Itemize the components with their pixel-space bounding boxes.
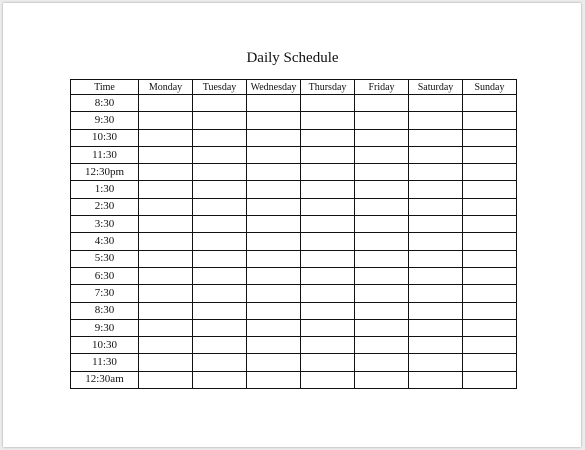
table-row [71, 198, 517, 215]
schedule-cell [301, 233, 355, 250]
schedule-cell [247, 285, 301, 302]
schedule-cell [355, 95, 409, 112]
schedule-cell [355, 250, 409, 267]
schedule-cell [409, 146, 463, 163]
schedule-cell [301, 216, 355, 233]
schedule-cell [301, 164, 355, 181]
schedule-cell [463, 181, 517, 198]
schedule-cell [139, 250, 193, 267]
time-cell: 6:30 [71, 267, 139, 284]
schedule-cell [355, 337, 409, 354]
schedule-cell [139, 129, 193, 146]
schedule-cell [139, 198, 193, 215]
schedule-cell [247, 95, 301, 112]
time-cell: 8:30 [71, 95, 139, 112]
schedule-cell [355, 371, 409, 388]
schedule-cell [193, 129, 247, 146]
table-row [71, 164, 517, 181]
schedule-cell [193, 198, 247, 215]
time-cell: 3:30 [71, 216, 139, 233]
schedule-cell [355, 198, 409, 215]
header-monday: Monday [139, 80, 193, 95]
schedule-cell [463, 146, 517, 163]
schedule-cell [355, 129, 409, 146]
schedule-cell [355, 233, 409, 250]
schedule-cell [301, 371, 355, 388]
schedule-cell [247, 198, 301, 215]
schedule-cell [409, 129, 463, 146]
schedule-cell [301, 267, 355, 284]
table-row [71, 250, 517, 267]
schedule-cell [301, 354, 355, 371]
schedule-cell [463, 302, 517, 319]
schedule-cell [139, 267, 193, 284]
schedule-cell [247, 112, 301, 129]
schedule-cell [247, 319, 301, 336]
table-row [71, 181, 517, 198]
schedule-cell [463, 164, 517, 181]
schedule-cell [301, 129, 355, 146]
schedule-cell [355, 285, 409, 302]
schedule-cell [193, 371, 247, 388]
schedule-cell [463, 95, 517, 112]
schedule-cell [301, 146, 355, 163]
schedule-cell [193, 337, 247, 354]
schedule-cell [193, 95, 247, 112]
schedule-cell [355, 216, 409, 233]
schedule-cell [301, 181, 355, 198]
schedule-cell [409, 371, 463, 388]
table-row [71, 146, 517, 163]
schedule-cell [463, 354, 517, 371]
table-row [71, 354, 517, 371]
schedule-cell [193, 216, 247, 233]
schedule-table [70, 79, 517, 389]
schedule-cell [409, 354, 463, 371]
schedule-cell [463, 112, 517, 129]
schedule-cell [355, 164, 409, 181]
schedule-cell [409, 95, 463, 112]
schedule-cell [355, 112, 409, 129]
header-row [71, 80, 517, 95]
schedule-cell [193, 285, 247, 302]
schedule-cell [193, 354, 247, 371]
schedule-cell [355, 146, 409, 163]
schedule-cell [193, 181, 247, 198]
table-row [71, 337, 517, 354]
time-cell: 2:30 [71, 198, 139, 215]
schedule-cell [139, 337, 193, 354]
schedule-cell [409, 250, 463, 267]
schedule-cell [301, 285, 355, 302]
schedule-cell [409, 233, 463, 250]
table-row [71, 95, 517, 112]
schedule-cell [193, 267, 247, 284]
header-wednesday: Wednesday [247, 80, 301, 95]
schedule-cell [247, 371, 301, 388]
schedule-cell [139, 233, 193, 250]
table-row [71, 302, 517, 319]
table-row [71, 216, 517, 233]
header-friday: Friday [355, 80, 409, 95]
schedule-cell [193, 146, 247, 163]
time-cell: 8:30 [71, 302, 139, 319]
time-cell: 12:30am [71, 371, 139, 388]
schedule-cell [355, 302, 409, 319]
schedule-cell [247, 146, 301, 163]
schedule-cell [301, 112, 355, 129]
schedule-cell [139, 164, 193, 181]
table-row [71, 233, 517, 250]
table-row [71, 285, 517, 302]
schedule-cell [247, 354, 301, 371]
schedule-cell [463, 371, 517, 388]
schedule-cell [193, 250, 247, 267]
schedule-cell [247, 233, 301, 250]
time-cell: 10:30 [71, 337, 139, 354]
schedule-cell [247, 267, 301, 284]
schedule-cell [139, 285, 193, 302]
schedule-cell [409, 302, 463, 319]
schedule-cell [247, 302, 301, 319]
schedule-cell [463, 129, 517, 146]
table-row [71, 267, 517, 284]
header-tuesday: Tuesday [193, 80, 247, 95]
time-cell: 11:30 [71, 354, 139, 371]
schedule-cell [355, 181, 409, 198]
header-thursday: Thursday [301, 80, 355, 95]
schedule-cell [301, 198, 355, 215]
schedule-cell [139, 319, 193, 336]
schedule-cell [247, 129, 301, 146]
schedule-cell [355, 354, 409, 371]
time-cell: 1:30 [71, 181, 139, 198]
table-row [71, 112, 517, 129]
schedule-cell [463, 216, 517, 233]
schedule-cell [247, 250, 301, 267]
time-cell: 5:30 [71, 250, 139, 267]
time-cell: 11:30 [71, 146, 139, 163]
schedule-cell [301, 337, 355, 354]
schedule-cell [139, 354, 193, 371]
schedule-cell [463, 319, 517, 336]
schedule-cell [139, 302, 193, 319]
schedule-cell [355, 267, 409, 284]
schedule-cell [409, 319, 463, 336]
schedule-cell [463, 337, 517, 354]
schedule-cell [463, 267, 517, 284]
page-title: Daily Schedule [246, 50, 339, 66]
time-cell: 7:30 [71, 285, 139, 302]
schedule-cell [193, 164, 247, 181]
schedule-cell [139, 216, 193, 233]
schedule-cell [193, 302, 247, 319]
header-time: Time [71, 80, 139, 95]
header-saturday: Saturday [409, 80, 463, 95]
table-row [71, 129, 517, 146]
schedule-cell [409, 112, 463, 129]
schedule-cell [139, 181, 193, 198]
schedule-cell [409, 216, 463, 233]
schedule-cell [247, 181, 301, 198]
schedule-cell [247, 337, 301, 354]
schedule-cell [355, 319, 409, 336]
schedule-cell [409, 267, 463, 284]
schedule-cell [139, 371, 193, 388]
table-row [71, 371, 517, 388]
schedule-cell [463, 285, 517, 302]
schedule-cell [139, 112, 193, 129]
schedule-cell [139, 95, 193, 112]
time-cell: 10:30 [71, 129, 139, 146]
schedule-cell [193, 112, 247, 129]
header-sunday: Sunday [463, 80, 517, 95]
schedule-cell [301, 95, 355, 112]
schedule-cell [409, 285, 463, 302]
schedule-cell [247, 216, 301, 233]
schedule-cell [301, 250, 355, 267]
time-cell: 9:30 [71, 112, 139, 129]
schedule-cell [409, 198, 463, 215]
schedule-cell [139, 146, 193, 163]
schedule-cell [409, 164, 463, 181]
time-cell: 4:30 [71, 233, 139, 250]
schedule-cell [301, 302, 355, 319]
schedule-cell [463, 198, 517, 215]
time-cell: 12:30pm [71, 164, 139, 181]
schedule-cell [463, 233, 517, 250]
schedule-cell [193, 319, 247, 336]
schedule-cell [409, 337, 463, 354]
time-cell: 9:30 [71, 319, 139, 336]
schedule-cell [247, 164, 301, 181]
schedule-cell [301, 319, 355, 336]
schedule-cell [409, 181, 463, 198]
table-row [71, 319, 517, 336]
schedule-cell [463, 250, 517, 267]
schedule-cell [193, 233, 247, 250]
